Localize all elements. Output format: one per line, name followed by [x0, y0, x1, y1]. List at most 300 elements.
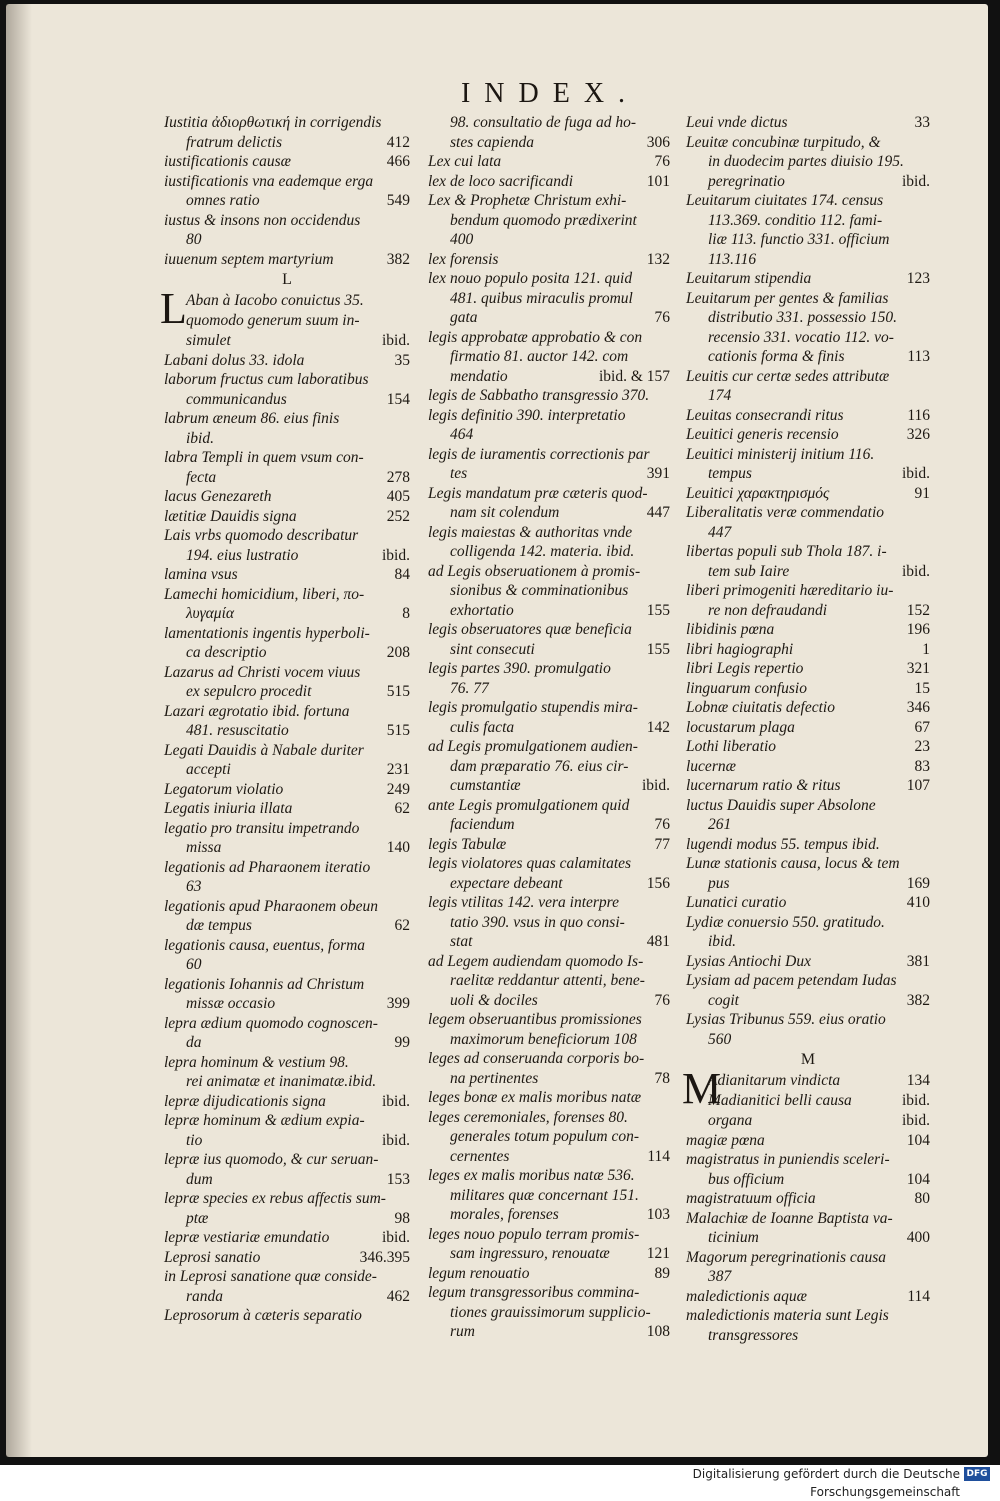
index-entry-text: lepræ hominum & ædium expia-	[164, 1112, 365, 1129]
index-entry-text: lex nouo populo posita 121. quid	[428, 270, 633, 287]
index-entry	[428, 1303, 670, 1323]
index-entry-text: nam sit colendum	[450, 504, 560, 521]
index-entry	[428, 406, 670, 426]
index-entry	[686, 1111, 930, 1131]
index-entry-page: 123	[906, 270, 930, 287]
index-entry-text: omnes ratio	[186, 192, 260, 209]
index-entry-page: 326	[906, 426, 930, 443]
index-entry	[428, 1147, 670, 1167]
index-entry-page: 113	[907, 348, 930, 365]
index-entry-text: rum	[450, 1323, 475, 1340]
index-entry-text: 60	[186, 956, 202, 973]
index-entry	[164, 1170, 410, 1190]
index-entry	[686, 1131, 930, 1151]
index-entry	[164, 230, 410, 250]
index-entry	[428, 367, 670, 387]
index-entry	[164, 858, 410, 878]
index-entry-page: ibid.	[642, 777, 670, 794]
index-entry-text: re non defraudandi	[708, 601, 828, 619]
drop-cap-initial: M	[682, 1064, 722, 1113]
index-entry	[164, 702, 410, 722]
index-entry-text: generales totum populum con-	[450, 1128, 639, 1145]
index-entry-text: Leui vnde dictus	[686, 114, 788, 131]
index-entry-text: 387	[708, 1268, 732, 1285]
index-entry-text: fecta	[186, 468, 217, 486]
index-entry	[428, 289, 670, 309]
index-entry-text: legis vtilitas 142. vera interpre	[428, 894, 619, 911]
index-entry	[164, 211, 410, 231]
index-entry-page: 140	[386, 839, 410, 856]
index-entry	[164, 351, 410, 371]
index-entry-text: legis approbatæ approbatio & con	[428, 328, 643, 346]
index-entry-text: Leuitæ concubinæ turpitudo, &	[686, 133, 881, 151]
index-entry	[164, 291, 410, 311]
index-entry	[686, 425, 930, 445]
index-entry-text: faciendum	[450, 816, 515, 833]
index-entry-text: ptæ	[186, 1209, 209, 1227]
index-entry	[164, 1248, 410, 1268]
index-entry	[686, 464, 930, 484]
index-entry	[428, 269, 670, 289]
index-entry-page: 405	[386, 488, 410, 505]
index-entry-text: Legis mandatum præ cæteris quod-	[428, 484, 648, 502]
index-entry	[164, 409, 410, 429]
index-entry-text: liberi primogeniti hæreditario iu-	[686, 582, 894, 599]
index-entry	[428, 1010, 670, 1030]
index-entry	[164, 741, 410, 761]
index-entry-text: Lazarus ad Christi vocem viuus	[164, 663, 361, 681]
index-entry	[428, 1166, 670, 1186]
index-entry-page: 252	[386, 507, 410, 525]
index-entry	[686, 952, 930, 972]
index-entry-text: iuuenum septem martyrium	[164, 250, 334, 268]
index-entry-page: 76	[654, 309, 670, 326]
index-entry	[164, 1209, 410, 1229]
index-entry-text: 174	[708, 387, 732, 404]
index-entry-text: legis maiestas & authoritas vnde	[428, 523, 633, 541]
index-entry-text: leges bonæ ex malis moribus natæ	[428, 1089, 642, 1106]
index-entry-text: dum	[186, 1170, 213, 1188]
index-entry	[428, 737, 670, 757]
index-column-right	[682, 113, 930, 1345]
index-entry-text: cogit	[708, 991, 739, 1009]
index-entry	[164, 448, 410, 468]
index-entry-text: expectare debeant	[450, 874, 563, 892]
index-entry-text: sam ingressuro, renouatæ	[450, 1245, 610, 1262]
index-entry	[164, 721, 410, 741]
index-entry	[164, 643, 410, 663]
index-entry	[428, 1186, 670, 1206]
index-entry	[428, 503, 670, 523]
index-entry-text: stes capienda	[450, 133, 534, 151]
index-entry	[428, 1088, 670, 1108]
index-entry	[164, 1072, 410, 1092]
index-entry-text: legis de Sabbatho transgressio 370.	[428, 387, 650, 404]
index-entry	[686, 932, 930, 952]
index-entry-page: 154	[386, 390, 410, 408]
index-entry-page: 104	[906, 1131, 930, 1149]
index-entry-page: ibid.	[382, 332, 410, 349]
index-entry	[164, 624, 410, 644]
index-entry-page: 549	[386, 192, 410, 209]
index-entry-text: legis promulgatio stupendis mira-	[428, 699, 638, 716]
index-entry-page: 89	[654, 1264, 670, 1282]
index-entry-page: 76	[654, 153, 670, 170]
index-entry	[164, 133, 410, 153]
index-entry-text: legationis causa, euentus, forma	[164, 936, 366, 954]
index-entry-page: 156	[646, 874, 670, 892]
index-entry-text: legis partes 390. promulgatio	[428, 660, 611, 677]
index-entry-text: Leuitici generis recensio	[686, 426, 839, 443]
index-entry-text: uoli & dociles	[450, 991, 538, 1009]
index-entry-text: quomodo generum suum in-	[186, 312, 360, 329]
index-entry	[428, 1049, 670, 1069]
index-entry-text: missa	[186, 839, 222, 856]
index-entry	[164, 604, 410, 624]
index-entry-page: ibid.	[382, 1229, 410, 1246]
index-entry-page: ibid. & 157	[598, 367, 670, 385]
index-entry	[686, 289, 930, 309]
index-entry	[164, 1092, 410, 1112]
index-entry	[428, 445, 670, 465]
index-entry-text: locustarum plaga	[686, 718, 795, 736]
index-entry-page: 108	[646, 1323, 670, 1340]
index-entry	[686, 367, 930, 387]
index-entry-text: Lysias Antiochi Dux	[686, 952, 811, 970]
index-entry	[428, 484, 670, 504]
index-entry-text: lepra ædium quomodo cognoscen-	[164, 1014, 378, 1032]
index-entry-text: iustus & insons non occidendus	[164, 211, 361, 229]
index-entry	[686, 386, 930, 406]
index-entry-page: 155	[646, 640, 670, 658]
index-entry-text: Lobnæ ciuitatis defectio	[686, 699, 835, 716]
index-entry-text: tiones grauissimorum supplicio-	[450, 1303, 651, 1321]
index-entry	[164, 546, 410, 566]
index-entry-text: 560	[708, 1030, 732, 1048]
index-entry	[686, 152, 930, 172]
index-entry	[686, 796, 930, 816]
index-entry	[164, 1189, 410, 1209]
index-entry	[686, 991, 930, 1011]
index-entry	[686, 913, 930, 933]
index-entry-text: Magorum peregrinationis causa	[686, 1248, 887, 1266]
index-entry-text: fratrum delictis	[186, 133, 283, 151]
index-entry-text: ibid.	[186, 429, 214, 447]
index-entry-page: 114	[907, 1287, 930, 1305]
index-entry	[428, 991, 670, 1011]
index-entry-page: 76	[654, 816, 670, 833]
index-entry-page: 107	[906, 777, 930, 794]
index-entry	[686, 328, 930, 348]
index-entry-text: Leuitas consecrandi ritus	[686, 406, 844, 424]
index-entry	[164, 1306, 410, 1326]
index-entry-text: legis obseruatores quæ beneficia	[428, 621, 632, 638]
index-entry-page: 62	[394, 917, 410, 934]
index-entry	[164, 1033, 410, 1053]
index-entry-page: 132	[646, 250, 670, 268]
index-entry-text: Leuitarum stipendia	[686, 270, 812, 287]
index-entry	[428, 757, 670, 777]
index-entry-text: legum renouatio	[428, 1264, 530, 1282]
index-entry	[164, 663, 410, 683]
index-entry-text: lex forensis	[428, 250, 499, 268]
index-entry-text: na pertinentes	[450, 1069, 539, 1087]
index-entry-page: 155	[646, 601, 670, 619]
index-entry	[686, 1189, 930, 1209]
index-entry	[686, 815, 930, 835]
index-entry	[686, 1010, 930, 1030]
index-entry-text: tes	[450, 465, 468, 482]
index-entry	[428, 620, 670, 640]
index-entry	[428, 854, 670, 874]
index-entry-text: 98. consultatio de fuga ad ho-	[450, 114, 636, 131]
index-entry-page: 78	[654, 1069, 670, 1087]
index-entry-text: Leuitis cur certæ sedes attributæ	[686, 367, 890, 385]
index-entry-text: ante Legis promulgationem quid	[428, 796, 630, 814]
index-entry	[164, 113, 410, 133]
index-entry	[428, 562, 670, 582]
index-entry	[428, 425, 670, 445]
index-entry	[428, 113, 670, 133]
index-entry-text: communicandus	[186, 390, 287, 408]
index-entry-page: 15	[914, 679, 930, 697]
index-entry	[428, 698, 670, 718]
index-entry-page: ibid.	[902, 562, 930, 580]
index-entry	[164, 191, 410, 211]
index-entry	[686, 640, 930, 660]
index-entry	[164, 250, 410, 270]
index-entry	[686, 1267, 930, 1287]
index-entry-text: distributio 331. possessio 150.	[708, 309, 898, 326]
index-entry-page: 83	[914, 757, 930, 775]
index-entry-text: magiæ pœna	[686, 1131, 765, 1149]
index-entry-page: 134	[906, 1072, 930, 1089]
index-entry-page: 152	[906, 601, 930, 619]
index-entry-page: ibid.	[382, 1131, 410, 1149]
index-entry	[686, 191, 930, 211]
section-letter: L	[282, 271, 292, 288]
index-entry	[686, 347, 930, 367]
index-entry	[164, 390, 410, 410]
index-entry-text: lamentationis ingentis hyperboli-	[164, 624, 370, 642]
index-entry-text: lacus Genezareth	[164, 488, 272, 505]
index-entry-text: 76. 77	[450, 679, 489, 697]
index-entry-text: firmatio 81. auctor 142. com	[450, 348, 629, 365]
index-entry	[686, 230, 930, 250]
index-entry-text: culis facta	[450, 718, 515, 736]
index-entry	[164, 819, 410, 839]
index-entry-page: 103	[646, 1206, 670, 1223]
index-entry-text: Leuitarum per gentes & familias	[686, 289, 889, 307]
index-entry-text: maledictionis aquæ	[686, 1287, 807, 1305]
index-entry-text: Lazari ægrotatio ibid. fortuna	[164, 702, 350, 720]
index-entry-text: peregrinatio	[708, 172, 785, 190]
index-entry	[686, 874, 930, 894]
index-entry-text: Legatorum violatio	[164, 780, 284, 798]
index-entry	[686, 854, 930, 874]
index-entry	[428, 718, 670, 738]
index-entry-page: 8	[402, 605, 410, 622]
index-entry	[686, 757, 930, 777]
index-entry	[686, 1306, 930, 1326]
index-entry-text: bus officium	[708, 1170, 785, 1188]
index-entry	[428, 1283, 670, 1303]
index-entry	[686, 172, 930, 192]
index-entry-text: legationis ad Pharaonem iteratio	[164, 858, 371, 876]
index-entry	[164, 877, 410, 897]
index-entry-text: colligenda 142. materia. ibid.	[450, 543, 635, 560]
index-entry	[164, 487, 410, 507]
index-entry-text: ex sepulcro procedit	[186, 683, 312, 700]
index-entry	[686, 698, 930, 718]
index-entry	[686, 269, 930, 289]
index-entry-text: tio	[186, 1131, 203, 1149]
index-entry	[686, 893, 930, 913]
index-entry-text: ad Legem audiendam quomodo Is-	[428, 952, 644, 970]
digitization-credit: Digitalisierung gefördert durch die Deutsche Forschungsgemeinschaft	[692, 1467, 960, 1499]
index-entry-page: 515	[386, 683, 410, 700]
index-entry	[428, 191, 670, 211]
index-entry	[428, 1264, 670, 1284]
index-entry-text: bendum quomodo prædixerint	[450, 211, 637, 229]
index-entry-text: recensio 331. vocatio 112. vo-	[708, 328, 894, 346]
index-entry-text: Lothi liberatio	[686, 738, 776, 755]
index-entry-text: Lamechi homicidium, liberi, πο-	[164, 585, 365, 603]
index-entry-text: sint consecuti	[450, 640, 535, 658]
index-entry-text: dæ tempus	[186, 917, 252, 934]
index-entry	[428, 542, 670, 562]
index-entry-page: 400	[906, 1229, 930, 1246]
index-entry	[686, 737, 930, 757]
index-entry	[428, 250, 670, 270]
index-entry-page: 62	[394, 800, 410, 817]
index-entry-text: cationis forma & finis	[708, 348, 845, 365]
index-entry	[686, 1228, 930, 1248]
index-entry-text: ad Legis obseruationem à promis-	[428, 562, 641, 580]
dfg-logo: DFG	[964, 1467, 990, 1481]
index-entry-page: 410	[906, 894, 930, 911]
index-entry	[686, 971, 930, 991]
index-entry	[428, 640, 670, 660]
index-entry	[428, 464, 670, 484]
index-entry-page: 382	[386, 250, 410, 268]
index-entry	[164, 780, 410, 800]
index-entry-text: legis violatores quas calamitates	[428, 855, 632, 872]
index-entry	[686, 503, 930, 523]
index-entry	[686, 1170, 930, 1190]
index-entry	[686, 113, 930, 133]
index-entry-text: ticinium	[708, 1229, 759, 1246]
index-entry	[164, 1287, 410, 1307]
index-entry-text: Liberalitatis veræ commendatio	[686, 504, 885, 521]
index-entry-text: 194. eius lustratio	[186, 546, 299, 564]
index-entry-text: Lunæ stationis causa, locus & tem	[686, 855, 900, 872]
index-entry-page: 98	[394, 1209, 410, 1227]
index-entry-text: tatio 390. vsus in quo consi-	[450, 913, 625, 931]
index-entry-text: libidinis pœna	[686, 621, 775, 638]
index-entry-text: Iustitia ἀδιορθωτική in corrigendis	[164, 114, 382, 131]
index-entry-page: 67	[914, 718, 930, 736]
index-entry-text: legis definitio 390. interpretatio	[428, 406, 626, 424]
index-entry-text: lætitiæ Dauidis signa	[164, 507, 297, 525]
index-entry-text: legem obseruantibus promissiones	[428, 1011, 642, 1028]
index-entry	[428, 874, 670, 894]
index-entry-page: 278	[386, 468, 410, 486]
index-entry	[686, 718, 930, 738]
index-entry	[686, 1248, 930, 1268]
index-entry-text: leges ex malis moribus natæ 536.	[428, 1167, 635, 1184]
index-entry-text: legatio pro transitu impetrando	[164, 819, 360, 837]
index-entry-page: 169	[906, 874, 930, 892]
index-entry	[686, 308, 930, 328]
index-entry	[428, 211, 670, 231]
index-entry-text: leges ad conseruanda corporis bo-	[428, 1050, 645, 1067]
index-entry-page: 91	[914, 484, 930, 502]
index-entry-text: Malachiæ de Ioanne Baptista va-	[686, 1209, 893, 1227]
index-entry-text: Leuitici ministerij initium 116.	[686, 445, 875, 463]
index-entry	[428, 1225, 670, 1245]
index-entry	[686, 1091, 930, 1111]
index-entry-text: Leprosi sanatio	[164, 1248, 261, 1266]
index-entry	[686, 1209, 930, 1229]
index-entry-text: lepræ dijudicationis signa	[164, 1092, 326, 1110]
index-entry	[164, 429, 410, 449]
index-entry-text: ibid.	[708, 933, 736, 950]
index-entry-text: in Leprosi sanatione quæ conside-	[164, 1268, 377, 1285]
index-entry-text: magistratuum officia	[686, 1190, 816, 1207]
index-entry	[428, 133, 670, 153]
index-entry	[428, 1108, 670, 1128]
index-entry	[686, 542, 930, 562]
index-entry	[428, 328, 670, 348]
index-entry-text: Lais vrbs quomodo describatur	[164, 527, 359, 544]
section-letter: M	[800, 1051, 816, 1068]
index-entry	[164, 1053, 410, 1073]
index-entry	[428, 893, 670, 913]
index-entry-text: Madianitici belli causa	[708, 1092, 852, 1109]
index-entry-page: 208	[386, 644, 410, 661]
index-entry-text: Leprosorum à cæteris separatio	[164, 1307, 362, 1324]
index-entry	[686, 835, 930, 855]
index-entry-text: missæ occasio	[186, 995, 276, 1012]
index-entry	[686, 562, 930, 582]
index-entry	[686, 601, 930, 621]
index-entry-page: ibid.	[382, 1092, 410, 1110]
index-entry-text: 400	[450, 231, 474, 248]
index-entry	[164, 172, 410, 192]
index-entry-text: maximorum beneficiorum 108	[450, 1030, 637, 1048]
index-entry-text: Lysiam ad pacem petendam Iudas	[686, 972, 897, 989]
index-entry	[428, 1127, 670, 1147]
index-entry-page: 196	[906, 621, 930, 638]
index-entry-text: liæ 113. functio 331. officium	[708, 231, 890, 248]
index-entry-text: iustificationis causæ	[164, 153, 292, 170]
drop-cap-initial: L	[160, 284, 187, 333]
index-entry-text: tempus	[708, 465, 752, 482]
index-entry-text: rei animatæ et inanimatæ.ibid.	[186, 1073, 377, 1090]
index-entry	[428, 952, 670, 972]
index-entry-page: 99	[394, 1034, 410, 1051]
index-entry-text: 63	[186, 878, 202, 895]
index-entry	[428, 601, 670, 621]
index-entry-text: accepti	[186, 761, 231, 778]
index-entry-text: gata	[450, 309, 478, 326]
index-entry	[428, 835, 670, 855]
index-entry-page: ibid.	[382, 546, 410, 564]
index-entry-text: lepræ vestiariæ emundatio	[164, 1229, 330, 1246]
index-entry	[164, 1014, 410, 1034]
index-entry-page: 101	[646, 172, 670, 190]
